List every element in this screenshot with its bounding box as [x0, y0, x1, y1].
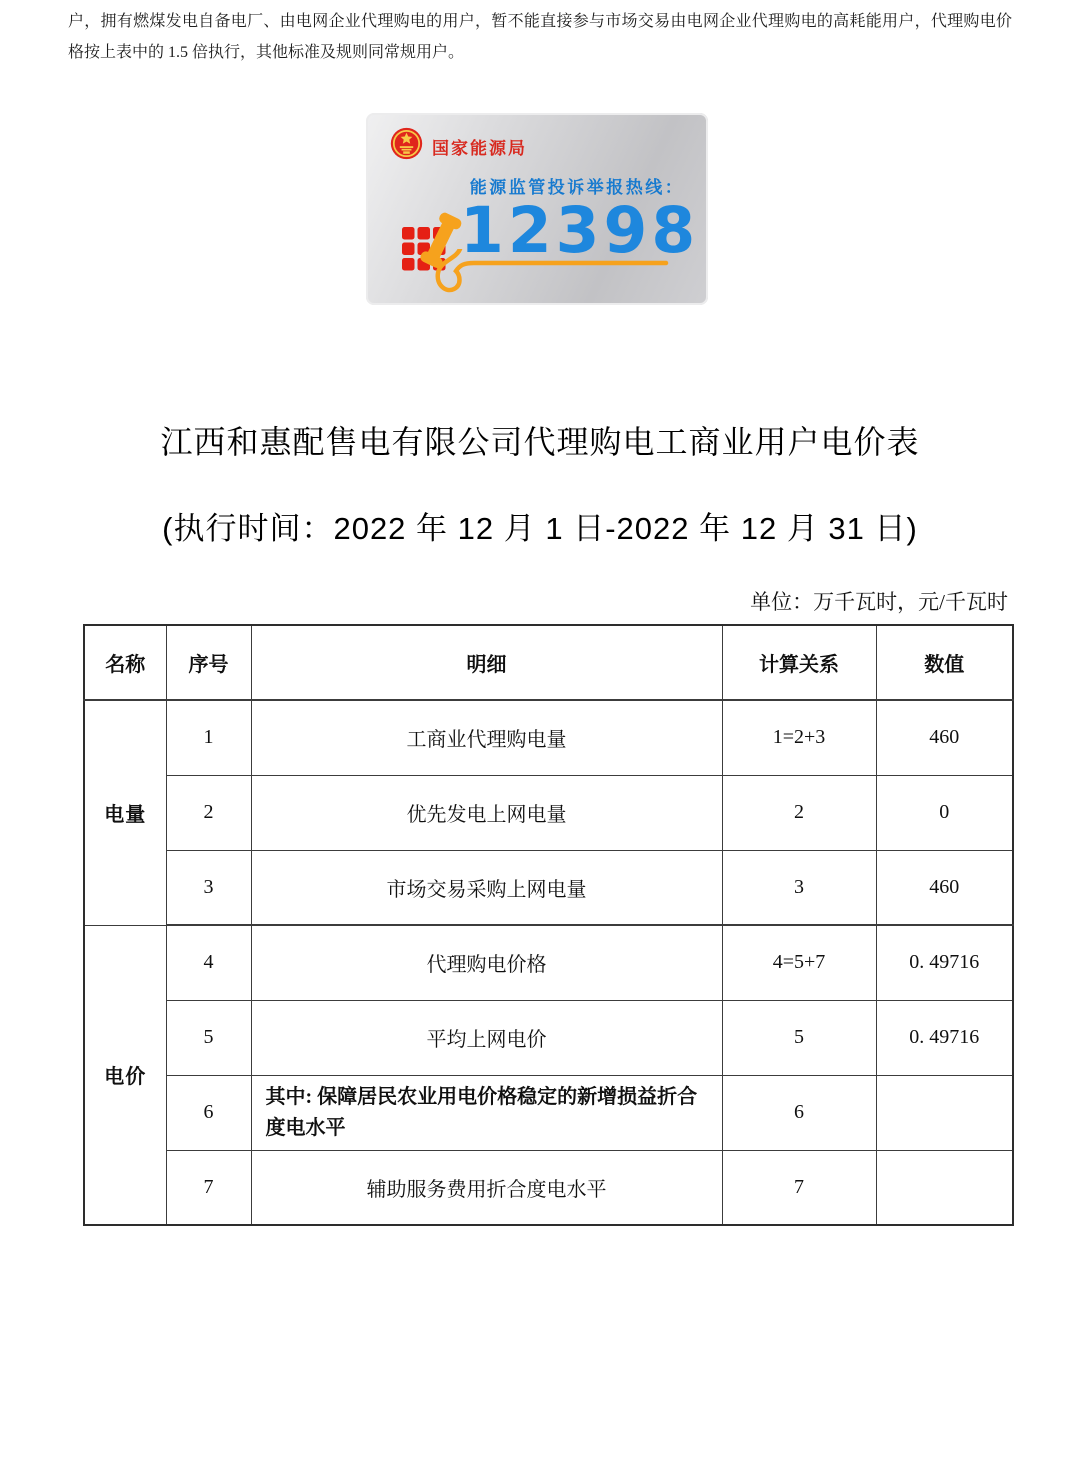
cell-detail: 优先发电上网电量: [251, 775, 722, 850]
table-row: [84, 700, 1013, 775]
document-title: 江西和惠配售电有限公司代理购电工商业用户电价表: [160, 424, 920, 460]
cell-calc: 1=2+3: [722, 700, 876, 775]
cell-detail: 代理购电价格: [251, 925, 722, 1000]
header-no: 序号: [166, 625, 251, 700]
table-row: [84, 925, 1013, 1000]
intro-line-1: 户，拥有燃煤发电自备电厂、由电网企业代理购电的用户，暂不能直接参与市场交易由电网企业代理购电的高耗能用户，代理购电价: [68, 13, 1012, 30]
cell-no: 5: [166, 1000, 251, 1075]
header-value: 数值: [876, 625, 1013, 700]
cell-no: 1: [166, 700, 251, 775]
table-header-row: [84, 625, 1013, 700]
document-subtitle: (执行时间：2022 年 12 月 1 日-2022 年 12 月 31 日): [162, 511, 918, 546]
cell-no: 2: [166, 775, 251, 850]
cell-detail: 工商业代理购电量: [251, 700, 722, 775]
table-row: [84, 775, 1013, 850]
cell-value: 0. 49716: [876, 1000, 1013, 1075]
cell-value: 0. 49716: [876, 925, 1013, 1000]
hotline-label: 能源监管投诉举报热线：: [469, 178, 685, 197]
header-name: 名称: [84, 625, 166, 700]
cell-no: 7: [166, 1150, 251, 1225]
intro-line-2: 格按上表中的 1.5 倍执行，其他标准及规则同常规用户。: [68, 44, 465, 61]
phone-cord-line: [430, 249, 672, 302]
hotline-banner: [366, 113, 708, 305]
cell-calc: 2: [722, 775, 876, 850]
cell-no: 4: [166, 925, 251, 1000]
price-table: [83, 624, 1014, 1226]
cell-value: 0: [876, 775, 1013, 850]
unit-note: 单位：万千瓦时，元/千瓦时: [750, 590, 1008, 614]
cell-value: [876, 1075, 1013, 1150]
cell-calc: 4=5+7: [722, 925, 876, 1000]
cell-value: 460: [876, 850, 1013, 925]
cell-no: 6: [166, 1075, 251, 1150]
cell-detail: 其中: 保障居民农业用电价格稳定的新增损益折合度电水平: [251, 1075, 722, 1150]
cell-no: 3: [166, 850, 251, 925]
group-cell-price: 电价: [84, 925, 166, 1225]
cell-calc: 6: [722, 1075, 876, 1150]
hotline-number: 12398: [460, 194, 700, 267]
table-row: [84, 1000, 1013, 1075]
intro-paragraph: [68, 6, 1012, 68]
header-detail: 明细: [251, 625, 722, 700]
cell-detail: 市场交易采购上网电量: [251, 850, 722, 925]
cell-value: 460: [876, 700, 1013, 775]
banner-logo-row: [390, 127, 527, 165]
table-row: [84, 850, 1013, 925]
group-cell-quantity: 电量: [84, 700, 166, 925]
cell-detail: 辅助服务费用折合度电水平: [251, 1150, 722, 1225]
cell-calc: 7: [722, 1150, 876, 1225]
table-row: [84, 1075, 1013, 1150]
agency-name: 国家能源局: [432, 138, 527, 158]
cell-calc: 5: [722, 1000, 876, 1075]
cell-value: [876, 1150, 1013, 1225]
table-row: [84, 1150, 1013, 1225]
national-emblem-icon: [390, 127, 423, 165]
header-calc: 计算关系: [722, 625, 876, 700]
cell-detail: 平均上网电价: [251, 1000, 722, 1075]
cell-calc: 3: [722, 850, 876, 925]
